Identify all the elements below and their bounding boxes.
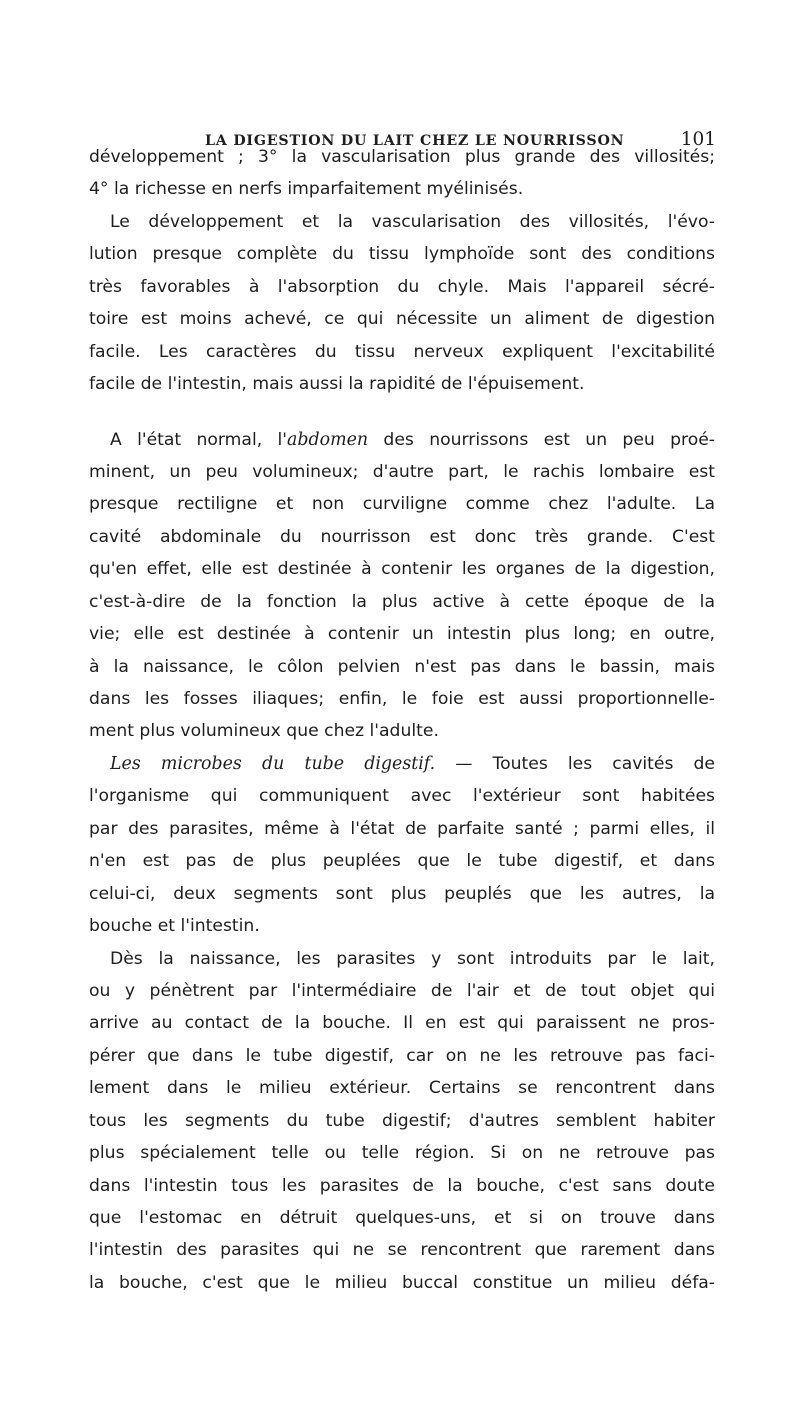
text-line: développement ; 3° la vascularisation plus grande des villosités;	[89, 147, 715, 167]
text-line: celui-ci, deux segments sont plus peuplés que les autres, la	[89, 883, 715, 904]
text-line: ou y pénètrent par l'intermédiaire de l'air et de tout objet qui	[89, 980, 715, 1001]
text-line	[89, 424, 715, 456]
paragraph-developpement	[89, 206, 715, 401]
text-line: arrive au contact de la bouche. Il en est qui paraissent ne pros-	[89, 1013, 715, 1034]
text-line: facile de l'intestin, mais aussi la rapidité de l'épuisement.	[89, 374, 585, 395]
line-start: A l'état normal, l'	[110, 429, 288, 450]
text-line: très favorables à l'absorption du chyle. Mais l'appareil sécré-	[89, 276, 715, 297]
running-title: LA DIGESTION DU LAIT CHEZ LE NOURRISSON	[205, 133, 625, 149]
text-line: l'organisme qui communiquent avec l'extérieur sont habitées	[89, 786, 715, 807]
text-line: cavité abdominale du nourrisson est donc très grande. C'est	[89, 526, 715, 547]
paragraph-villosites	[89, 141, 715, 206]
text-line: tous les segments du tube digestif; d'autres semblent habiter	[89, 1110, 715, 1131]
body-text	[89, 141, 715, 1299]
text-line: dans les fosses iliaques; enfin, le foie est aussi proportionnelle-	[89, 689, 715, 709]
text-line: ment plus volumineux que chez l'adulte.	[89, 721, 439, 742]
text-line: par des parasites, même à l'état de parfaite santé ; parmi elles, il	[89, 818, 715, 839]
text-line: la bouche, c'est que le milieu buccal constitue un milieu défa-	[89, 1272, 715, 1293]
text-line: 4° la richesse en nerfs imparfaitement myélinisés.	[89, 179, 524, 200]
section-gap	[89, 401, 715, 424]
text-line: lement dans le milieu extérieur. Certains se rencontrent dans	[89, 1078, 715, 1099]
text-line: presque rectiligne et non curviligne comme chez l'adulte. La	[89, 494, 715, 515]
paragraph-abdomen	[89, 424, 715, 748]
paragraph-microbes	[89, 748, 715, 943]
text-line: pérer que dans le tube digestif, car on ne les retrouve pas faci-	[89, 1045, 715, 1066]
text-line: bouche et l'intestin.	[89, 916, 260, 937]
text-line: facile. Les caractères du tissu nerveux expliquent l'excitabilité	[89, 341, 715, 362]
text-line: c'est-à-dire de la fonction la plus active à cette époque de la	[89, 591, 715, 612]
line-rest: des nourrissons est un peu proé-	[368, 429, 715, 450]
text-line: minent, un peu volumineux; d'autre part, le rachis lombaire est	[89, 461, 715, 482]
text-line: l'intestin des parasites qui ne se rencontrent que rarement dans	[89, 1240, 715, 1261]
page-number: 101	[680, 129, 716, 150]
text-line: Dès la naissance, les parasites y sont introduits par le lait,	[110, 948, 715, 969]
text-line: à la naissance, le côlon pelvien n'est pas dans le bassin, mais	[89, 656, 715, 677]
line-rest: — Toutes les cavités de	[435, 753, 716, 774]
text-line	[89, 748, 715, 780]
text-line: lution presque complète du tissu lymphoïde sont des conditions	[89, 244, 715, 265]
text-line: plus spécialement telle ou telle région. Si on ne retrouve pas	[89, 1143, 715, 1164]
paragraph-naissance	[89, 943, 715, 1300]
section-heading-microbes: Les microbes du tube digestif.	[110, 753, 436, 774]
text-line: toire est moins achevé, ce qui nécessite un aliment de digestion	[89, 309, 715, 330]
text-line: qu'en effet, elle est destinée à contenir les organes de la digestion,	[89, 559, 715, 580]
text-line: Le développement et la vascularisation des villosités, l'évo-	[110, 211, 715, 232]
text-line: que l'estomac en détruit quelques-uns, et si on trouve dans	[89, 1208, 715, 1228]
term-abdomen: abdomen	[287, 429, 369, 450]
text-line: n'en est pas de plus peuplées que le tube digestif, et dans	[89, 851, 715, 872]
text-line: dans l'intestin tous les parasites de la bouche, c'est sans doute	[89, 1175, 715, 1196]
text-line: vie; elle est destinée à contenir un intestin plus long; en outre,	[89, 624, 715, 645]
